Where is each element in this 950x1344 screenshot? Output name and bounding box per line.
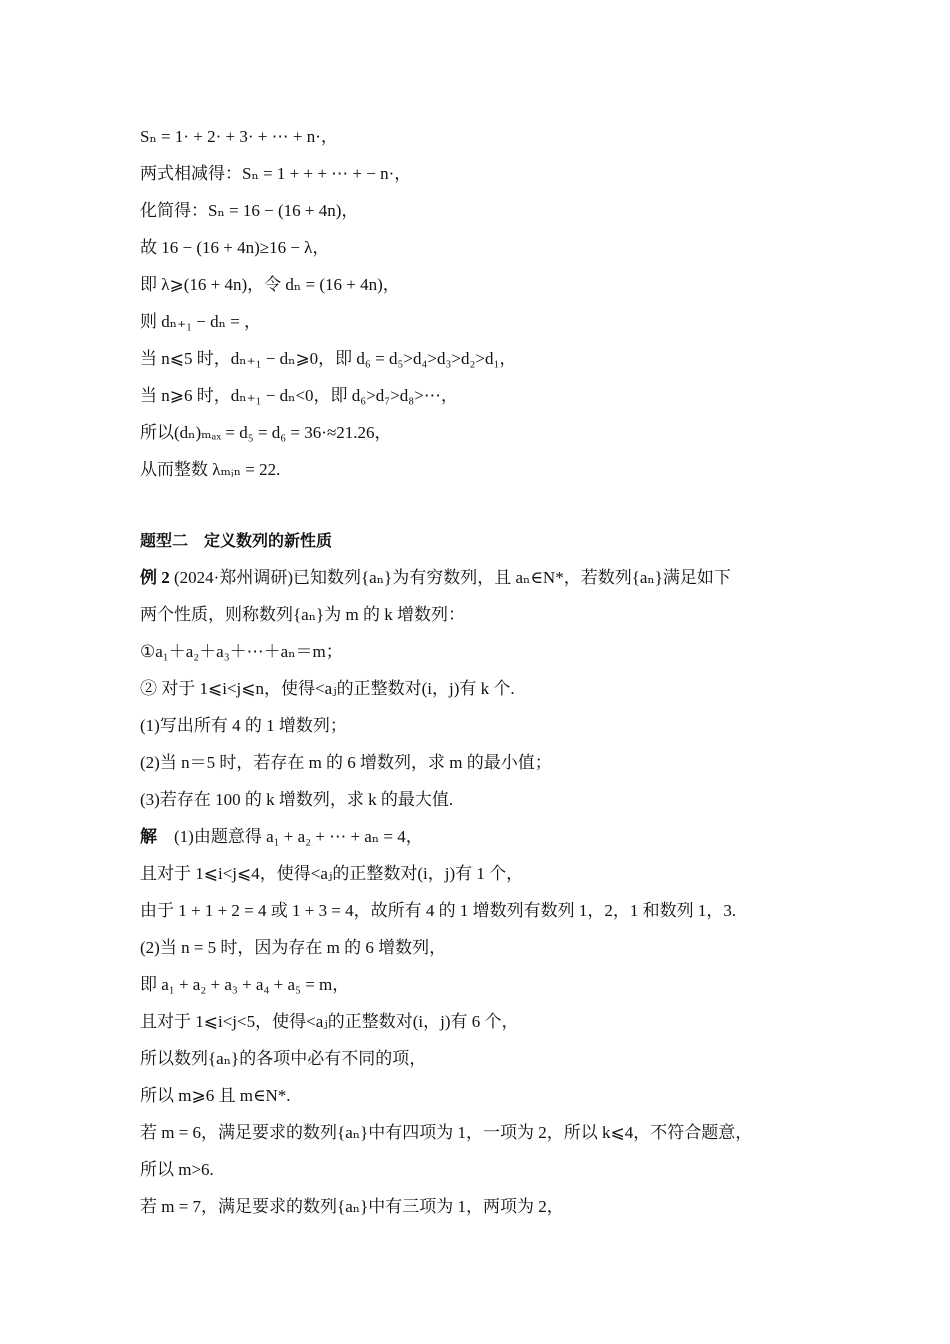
- section-gap: [140, 488, 830, 522]
- text-line: ② 对于 1⩽i<j⩽n，使得<aⱼ的正整数对(i，j)有 k 个.: [140, 679, 515, 698]
- text-line: 所以 m⩾6 且 m∈N*.: [140, 1086, 291, 1105]
- text-line: (3)若存在 100 的 k 增数列，求 k 的最大值.: [140, 790, 454, 809]
- text-line: (2)当 n = 5 时，因为存在 m 的 6 增数列，: [140, 938, 447, 957]
- solution-text: (1)由题意得 a₁ + a₂ + ⋯ + aₙ = 4，: [157, 827, 423, 846]
- section-heading: 题型二 定义数列的新性质: [140, 531, 333, 550]
- text-line: 所以(dₙ)ₘₐₓ = d₅ = d₆ = 36·≈21.26，: [140, 423, 392, 442]
- document-page: [140, 118, 830, 1225]
- text-line: 即 a₁ + a₂ + a₃ + a₄ + a₅ = m，: [140, 975, 350, 994]
- text-line: 即 λ⩾(16 + 4n)，令 dₙ = (16 + 4n)，: [140, 275, 400, 294]
- text-line: 当 n⩽5 时，dₙ₊₁ − dₙ⩾0，即 d₆ = d₅>d₄>d₃>d₂>d₁，: [140, 349, 517, 368]
- text-line: 若 m = 7，满足要求的数列{aₙ}中有三项为 1，两项为 2，: [140, 1197, 564, 1216]
- text-line: 且对于 1⩽i<j⩽4，使得<aⱼ的正整数对(i，j)有 1 个，: [140, 864, 524, 883]
- text-line: (1)写出所有 4 的 1 增数列；: [140, 716, 347, 735]
- text-line: 且对于 1⩽i<j<5，使得<aⱼ的正整数对(i，j)有 6 个，: [140, 1012, 519, 1031]
- text-line: 由于 1 + 1 + 2 = 4 或 1 + 3 = 4，故所有 4 的 1 增数列有数列 1，2，1 和数列 1，3.: [140, 901, 737, 920]
- text-line: 两个性质，则称数列{aₙ}为 m 的 k 增数列：: [140, 605, 465, 624]
- text-line: 从而整数 λₘᵢₙ = 22.: [140, 460, 281, 479]
- text-line: 若 m = 6，满足要求的数列{aₙ}中有四项为 1，一项为 2，所以 k⩽4，不符合题意，: [140, 1123, 753, 1142]
- text-line: 所以数列{aₙ}的各项中必有不同的项，: [140, 1049, 427, 1068]
- solution-label: 解: [140, 827, 157, 846]
- solution-line: [140, 818, 830, 855]
- example-label: 例 2: [140, 568, 170, 587]
- text-line: (2)当 n＝5 时，若存在 m 的 6 增数列，求 m 的最小值；: [140, 753, 552, 772]
- text-line: 当 n⩾6 时，dₙ₊₁ − dₙ<0，即 d₆>d₇>d₈>⋯，: [140, 386, 458, 405]
- text-line: ①a₁＋a₂＋a₃＋⋯＋aₙ＝m；: [140, 642, 343, 661]
- text-line: Sₙ = 1· + 2· + 3· + ⋯ + n·，: [140, 127, 338, 146]
- text-line: 所以 m>6.: [140, 1160, 214, 1179]
- example-line: [140, 559, 830, 596]
- text-line: 故 16 − (16 + 4n)≥16 − λ，: [140, 238, 330, 257]
- example-text: (2024·郑州调研)已知数列{aₙ}为有穷数列，且 aₙ∈N*，若数列{aₙ}满足如下: [169, 568, 731, 587]
- text-line: 则 dₙ₊₁ − dₙ = ，: [140, 312, 262, 331]
- text-line: 两式相减得：Sₙ = 1 + + + ⋯ + − n·，: [140, 164, 412, 183]
- text-line: 化简得：Sₙ = 16 − (16 + 4n)，: [140, 201, 359, 220]
